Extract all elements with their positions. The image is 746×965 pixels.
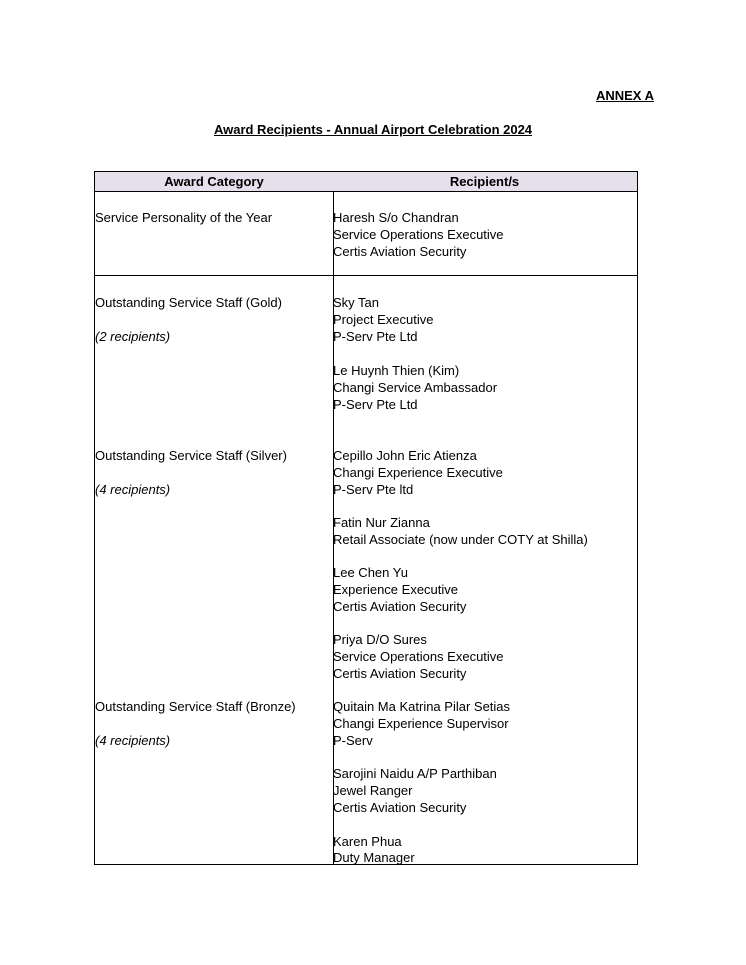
- recipient-name: Cepillo John Eric Atienza: [333, 448, 477, 463]
- row-divider: [95, 275, 637, 276]
- annex-label: ANNEX A: [595, 88, 654, 103]
- category-bronze: Outstanding Service Staff (Bronze): [95, 699, 296, 714]
- recipient-name: Sarojini Naidu A/P Parthiban: [333, 766, 497, 781]
- recipient-name: Sky Tan: [333, 295, 380, 310]
- page-title: Award Recipients - Annual Airport Celebration 2024: [213, 122, 533, 137]
- recipient-name: Le Huynh Thien (Kim): [333, 363, 460, 378]
- header-award-category: Award Category: [164, 174, 264, 189]
- category-silver-note: (4 recipients): [95, 482, 171, 497]
- award-recipients-table: [94, 171, 638, 865]
- recipient-name: Haresh S/o Chandran: [333, 210, 459, 225]
- recipient-role: Jewel Ranger: [333, 783, 413, 798]
- recipient-org: Certis Aviation Security: [333, 599, 467, 614]
- recipient-org: P-Serv Pte Ltd: [333, 329, 418, 344]
- recipient-role: Changi Experience Supervisor: [333, 716, 509, 731]
- recipient-org: P-Serv Pte Ltd: [333, 397, 418, 412]
- recipient-name: Lee Chen Yu: [333, 565, 408, 580]
- category-bronze-note: (4 recipients): [95, 733, 171, 748]
- category-silver: Outstanding Service Staff (Silver): [95, 448, 287, 463]
- header-recipients: Recipient/s: [449, 174, 520, 189]
- recipient-org: P-Serv: [333, 733, 373, 748]
- category-gold: Outstanding Service Staff (Gold): [95, 295, 282, 310]
- recipient-role: Retail Associate (now under COTY at Shilla): [333, 532, 588, 547]
- recipient-role: Experience Executive: [333, 582, 459, 597]
- recipient-role: Service Operations Executive: [333, 649, 504, 664]
- category-gold-note: (2 recipients): [95, 329, 171, 344]
- recipient-org: Certis Aviation Security: [333, 244, 467, 259]
- category-service-personality: Service Personality of the Year: [95, 210, 273, 225]
- recipient-role: Project Executive: [333, 312, 434, 327]
- recipient-name: Quitain Ma Katrina Pilar Setias: [333, 699, 511, 714]
- recipient-role: Changi Service Ambassador: [333, 380, 498, 395]
- recipient-name: Karen Phua: [333, 834, 402, 849]
- recipient-name: Priya D/O Sures: [333, 632, 427, 647]
- table-header: [95, 172, 637, 192]
- recipient-role: Changi Experience Executive: [333, 465, 503, 480]
- recipient-org: Certis Aviation Security: [333, 800, 467, 815]
- recipient-role: Service Operations Executive: [333, 227, 504, 242]
- recipient-name: Fatin Nur Zianna: [333, 515, 430, 530]
- recipient-org: Certis Aviation Security: [333, 666, 467, 681]
- recipient-role: Duty Manager: [333, 850, 415, 865]
- recipient-org: P-Serv Pte ltd: [333, 482, 414, 497]
